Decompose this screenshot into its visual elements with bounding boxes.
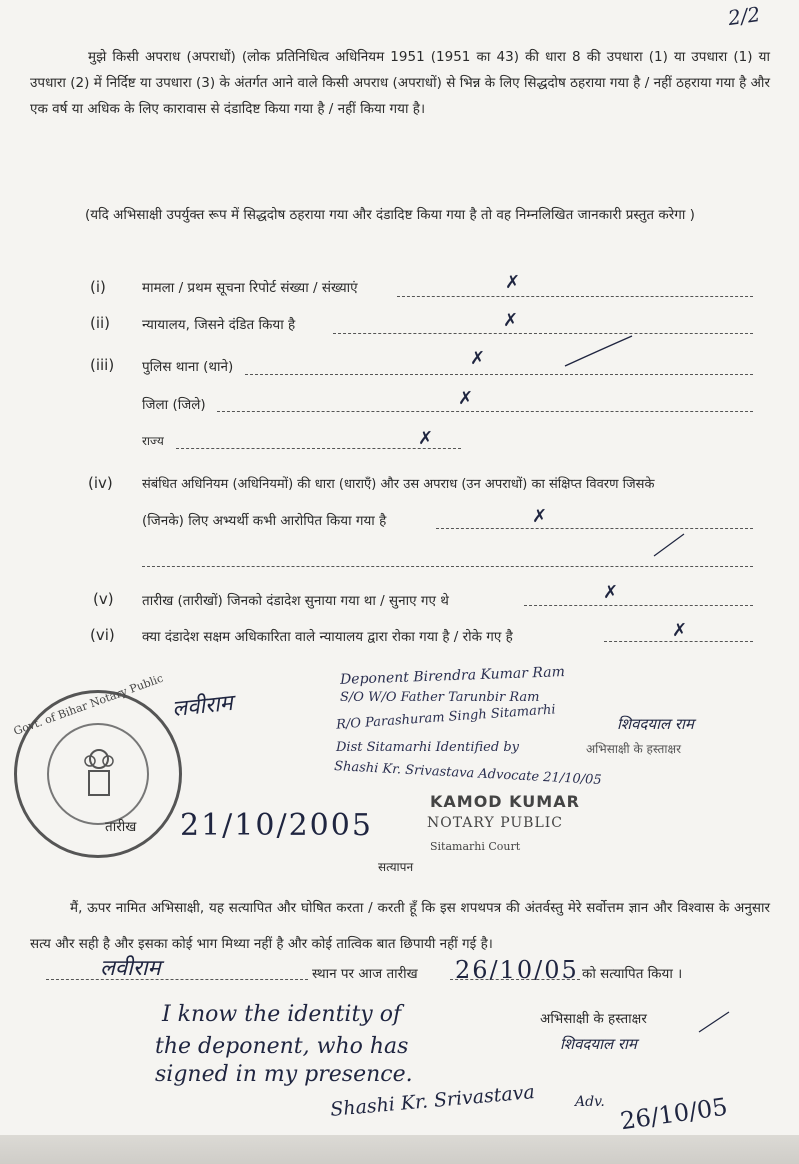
item-v-number: (v) [93, 590, 114, 608]
item-iii-label: पुलिस थाना (थाने) [142, 359, 234, 375]
item-iii-slash [560, 330, 640, 370]
item-i-cross: ✗ [505, 272, 521, 293]
identified-line-1: Deponent Birendra Kumar Ram [339, 664, 566, 688]
identified-line-2: S/O W/O Father Tarunbir Ram [340, 690, 540, 705]
verification-deponent-label: अभिसाक्षी के हस्ताक्षर [540, 1011, 647, 1027]
item-vi-line [604, 641, 753, 642]
item-iv-line-2 [142, 566, 753, 567]
advocate-date: 26/10/05 [618, 1092, 730, 1136]
advocate-note-line-1: I know the identity of [162, 1002, 402, 1027]
item-iv-cross: ✗ [532, 506, 548, 527]
seal-emblem-icon [79, 741, 119, 801]
item-i-label: मामला / प्रथम सूचना रिपोर्ट संख्या / संख्याएं [142, 280, 358, 296]
district-line [217, 411, 753, 412]
item-ii-line [333, 333, 753, 334]
notary-round-seal [11, 671, 182, 858]
district-cross: ✗ [458, 388, 474, 409]
state-label: राज्य [142, 434, 164, 448]
deponent-hindi-sign: शिवदयाल राम [617, 715, 694, 733]
item-iv-line-1 [436, 528, 753, 529]
district-label: जिला (जिले) [142, 397, 206, 413]
verification-place-value: लवीराम [100, 956, 161, 981]
identified-line-3: R/O Parashuram Singh Sitamarhi [335, 702, 557, 733]
verification-date-line [450, 979, 580, 980]
item-iv-slash [650, 530, 690, 560]
item-ii-label: न्यायालय, जिसने दंडित किया है [142, 317, 296, 333]
item-iv-number: (iv) [88, 474, 113, 492]
item-v-label: तारीख (तारीखों) जिनको दंडादेश सुनाया गया था / सुनाए गए थे [142, 593, 449, 609]
verification-deponent-sign: शिवदयाल राम [560, 1035, 637, 1053]
item-vi-cross: ✗ [672, 620, 688, 641]
notary-title: NOTARY PUBLIC [427, 815, 564, 831]
deponent-handwritten-sign: लवीराम [171, 690, 235, 723]
identified-line-4: Dist Sitamarhi Identified by [336, 740, 519, 755]
advocate-signature: Shashi Kr. Srivastava [329, 1081, 536, 1121]
identified-line-5: Shashi Kr. Srivastava Advocate 21/10/05 [333, 759, 602, 788]
state-cross: ✗ [418, 428, 434, 449]
signature-date-value: 21/10/2005 [180, 808, 373, 843]
paragraph-instruction: (यदि अभिसाक्षी उपर्युक्त रूप में सिद्धदोष ठहराया गया और दंडादिष्ट किया गया है तो वह निम्नलिखित जानकारी प्रस्तुत करेगा ) [85, 207, 695, 223]
item-v-cross: ✗ [603, 582, 619, 603]
page-marker: 2/2 [726, 1, 762, 31]
advocate-note-line-3: signed in my presence. [155, 1062, 413, 1087]
notary-name: KAMOD KUMAR [430, 792, 580, 811]
verification-verified-label: को सत्यापित किया । [582, 966, 683, 982]
item-i-number: (i) [90, 278, 106, 296]
item-vi-number: (vi) [90, 626, 115, 644]
verification-place-label: स्थान पर आज तारीख [312, 966, 418, 982]
signature-date-label: तारीख [105, 819, 137, 835]
item-v-line [524, 605, 753, 606]
advocate-note-line-2: the deponent, who has [155, 1034, 409, 1059]
item-ii-cross: ✗ [503, 310, 519, 331]
item-vi-label: क्या दंडादेश सक्षम अधिकारिता वाले न्यायालय द्वारा रोका गया है / रोके गए है [142, 629, 513, 645]
item-iii-cross: ✗ [470, 348, 486, 369]
seal-text: Govt. of Bihar Notary Public [11, 671, 165, 738]
paragraph-conviction: मुझे किसी अपराध (अपराधों) (लोक प्रतिनिधित्व अधिनियम 1951 (1951 का 43) की धारा 8 की उपधारा (1) या उपधारा (1) या उपधारा (2) में निर्दिष्ट या उपधारा (3) के अंतर्गत आने वाले किसी अपराध (अपराधों) से भिन्न के लिए सिद्धदोष ठहराया गया है / नहीं ठहराया गया है और एक वर्ष या अधिक के लिए कारावास से दंडादिष्ट किया गया है / नहीं किया गया है। [30, 49, 770, 117]
item-iv-label-2: (जिनके) लिए अभ्यर्थी कभी आरोपित किया गया है [142, 513, 387, 529]
verification-date-value: 26/10/05 [455, 956, 579, 984]
item-ii-number: (ii) [90, 314, 111, 332]
deponent-signature-label: अभिसाक्षी के हस्ताक्षर [586, 742, 681, 756]
verification-slash [695, 1008, 735, 1036]
item-iii-number: (iii) [90, 356, 115, 374]
verification-heading: सत्यापन [378, 860, 414, 874]
verification-place-line [46, 979, 308, 980]
item-iv-label-1: संबंधित अधिनियम (अधिनियमों) की धारा (धाराएँ) और उस अपराध (उन अपराधों) का संक्षिप्त विवरण जिसके [142, 477, 655, 492]
advocate-designation: Adv. [575, 1094, 605, 1110]
verification-text: मैं, ऊपर नामित अभिसाक्षी, यह सत्यापित और घोषित करता / करती हूँ कि इस शपथपत्र की अंतर्वस्तु मेरे सर्वोत्तम ज्ञान और विश्वास के अनुसार सत्य और सही है और इसका कोई भाग मिथ्या नहीं है और कोई तात्विक बात छिपायी नहीं गई है। [30, 900, 770, 952]
item-i-line [397, 296, 753, 297]
item-iii-line [245, 374, 753, 375]
notary-court: Sitamarhi Court [430, 840, 521, 853]
page-bottom-edge [0, 1135, 799, 1164]
